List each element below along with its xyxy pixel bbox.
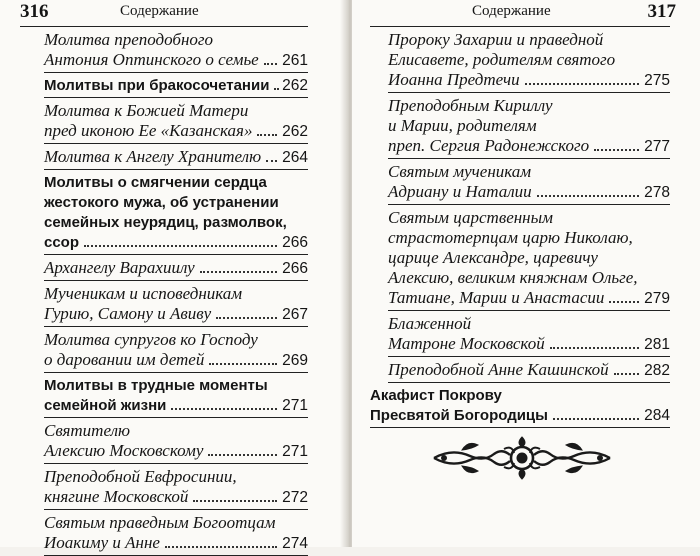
toc-entry bbox=[388, 357, 670, 383]
left-page-number: 316 bbox=[20, 1, 49, 22]
toc-entry-title-line: Преподобным Кириллу bbox=[388, 96, 553, 115]
toc-entry bbox=[44, 327, 308, 373]
toc-entry-title-line: Святителю bbox=[44, 421, 130, 440]
toc-entry-title-line: пред иконою Ее «Казанская» bbox=[44, 121, 253, 140]
toc-entry-last-line bbox=[44, 76, 308, 96]
toc-entry bbox=[44, 144, 308, 170]
toc-page-number: 262 bbox=[282, 77, 308, 94]
toc-entry-title-line: Молитва к Ангелу Хранителю bbox=[44, 147, 262, 166]
toc-entry-title-line: жестокого мужа, об устранении bbox=[44, 194, 279, 211]
dot-leader bbox=[165, 546, 277, 548]
dot-leader bbox=[594, 149, 639, 151]
toc-entry-title-line: ссор bbox=[44, 234, 80, 251]
toc-entry bbox=[388, 205, 670, 311]
toc-entry-last-line bbox=[44, 350, 308, 371]
toc-page-number: 266 bbox=[282, 234, 308, 251]
toc-entry-title-line: Святым мученикам bbox=[388, 162, 532, 181]
toc-entry-last-line bbox=[388, 288, 670, 309]
toc-entry-last-line bbox=[44, 533, 308, 554]
toc-page-number: 261 bbox=[282, 52, 308, 69]
dot-leader bbox=[257, 134, 277, 136]
toc-entry-last-line bbox=[388, 360, 670, 381]
dot-leader bbox=[614, 373, 639, 375]
toc-entry-last-line bbox=[44, 441, 308, 462]
left-page bbox=[0, 0, 346, 552]
floral-ornament-icon bbox=[432, 435, 612, 481]
dot-leader bbox=[208, 454, 277, 456]
dot-leader bbox=[216, 317, 277, 319]
toc-entry-title-line: Матроне Московской bbox=[388, 334, 545, 353]
toc-entry-title-line: Молитва к Божией Матери bbox=[44, 101, 249, 120]
toc-entry-title-line: семейной жизни bbox=[44, 397, 167, 414]
toc-entry-title-line: Молитвы в трудные моменты bbox=[44, 377, 268, 394]
toc-entry-title-line: о даровании им детей bbox=[44, 350, 205, 369]
toc-entry-title-line: Святым праведным Богоотцам bbox=[44, 513, 276, 532]
toc-entry bbox=[388, 159, 670, 205]
toc-entry bbox=[44, 464, 308, 510]
dot-leader bbox=[525, 83, 640, 85]
toc-entry-title-line: и Марии, родителям bbox=[388, 116, 537, 135]
toc-page-number: 269 bbox=[282, 352, 308, 369]
toc-page-number: 272 bbox=[282, 489, 308, 506]
toc-page-number: 266 bbox=[282, 260, 308, 277]
dot-leader bbox=[264, 63, 277, 65]
toc-entry bbox=[44, 27, 308, 73]
toc-page-number: 281 bbox=[644, 336, 670, 353]
toc-entry-last-line bbox=[44, 233, 308, 253]
toc-entry bbox=[388, 27, 670, 93]
toc-entry bbox=[44, 281, 308, 327]
toc-entry-title-line: Преподобной Евфросинии, bbox=[44, 467, 237, 486]
toc-entry bbox=[388, 311, 670, 357]
toc-entry-title-line: Гурию, Самону и Авиву bbox=[44, 304, 212, 323]
toc-page-number: 282 bbox=[644, 362, 670, 379]
dot-leader bbox=[274, 88, 277, 90]
dot-leader bbox=[266, 160, 277, 162]
toc-entry-last-line bbox=[388, 136, 670, 157]
toc-entry-title-line: царице Александре, царевичу bbox=[388, 248, 598, 267]
toc-entry-last-line bbox=[388, 334, 670, 355]
right-page-number: 317 bbox=[647, 1, 676, 22]
dot-leader bbox=[537, 195, 639, 197]
toc-entry-last-line bbox=[370, 406, 670, 426]
toc-entry-title-line: Пророку Захарии и праведной bbox=[388, 30, 604, 49]
toc-entry bbox=[44, 255, 308, 281]
toc-page-number: 275 bbox=[644, 72, 670, 89]
toc-entry-last-line bbox=[44, 487, 308, 508]
toc-entry-last-line bbox=[44, 396, 308, 416]
toc-entry-title-line: Адриану и Наталии bbox=[388, 182, 532, 201]
toc-entry-last-line bbox=[388, 182, 670, 203]
toc-page-number: 264 bbox=[282, 149, 308, 166]
toc-page-number: 277 bbox=[644, 138, 670, 155]
toc-entry-title-line: семейных неурядиц, размолвок, bbox=[44, 214, 287, 231]
toc-entry-last-line bbox=[388, 70, 670, 91]
toc-entry-title-line: Татиане, Марии и Анастасии bbox=[388, 288, 605, 307]
toc-entry-title-line: Архангелу Варахиилу bbox=[44, 258, 195, 277]
dot-leader bbox=[553, 418, 639, 420]
left-running-title: Содержание bbox=[120, 3, 199, 19]
toc-entry bbox=[44, 170, 308, 255]
dot-leader bbox=[200, 271, 277, 273]
toc-entry bbox=[44, 373, 308, 418]
right-toc-list bbox=[370, 27, 670, 428]
dot-leader bbox=[193, 500, 277, 502]
toc-entry-last-line bbox=[44, 50, 308, 71]
dot-leader bbox=[209, 363, 277, 365]
toc-entry-title-line: Блаженной bbox=[388, 314, 472, 333]
toc-entry-last-line bbox=[44, 121, 308, 142]
dot-leader bbox=[609, 301, 639, 303]
right-running-title: Содержание bbox=[472, 3, 551, 19]
left-page-header bbox=[20, 0, 308, 27]
right-page bbox=[352, 0, 700, 547]
toc-page-number: 262 bbox=[282, 123, 308, 140]
toc-entry-title-line: Молитва супругов ко Господу bbox=[44, 330, 258, 349]
toc-entry-title-line: Святым царственным bbox=[388, 208, 553, 227]
toc-entry-title-line: Преподобной Анне Кашинской bbox=[388, 360, 609, 379]
toc-entry-title-line: Антония Оптинского о семье bbox=[44, 50, 259, 69]
toc-page-number: 274 bbox=[282, 535, 308, 552]
toc-entry-title-line: Молитвы о смягчении сердца bbox=[44, 174, 267, 191]
left-toc-list bbox=[20, 27, 308, 556]
toc-entry-title-line: Молитвы при бракосочетании bbox=[44, 77, 270, 94]
toc-entry-title-line: Мученикам и исповедникам bbox=[44, 284, 243, 303]
right-page-header bbox=[370, 0, 676, 27]
toc-entry-title-line: Молитва преподобного bbox=[44, 30, 214, 49]
toc-page-number: 271 bbox=[282, 443, 308, 460]
toc-entry bbox=[44, 510, 308, 556]
toc-entry-last-line bbox=[44, 304, 308, 325]
toc-entry-title-line: Алексию Московскому bbox=[44, 441, 204, 460]
toc-page-number: 279 bbox=[644, 290, 670, 307]
dot-leader bbox=[550, 347, 639, 349]
toc-entry-title-line: преп. Сергия Радонежского bbox=[388, 136, 590, 155]
toc-entry-title-line: страстотерпцам царю Николаю, bbox=[388, 228, 633, 247]
toc-entry-title-line: Алексию, великим княжнам Ольге, bbox=[388, 268, 638, 287]
toc-entry-title-line: Иоанна Предтечи bbox=[388, 70, 520, 89]
toc-entry-title-line: Елисавете, родителям святого bbox=[388, 50, 616, 69]
dot-leader bbox=[84, 245, 277, 247]
toc-entry-title-line: Иоакиму и Анне bbox=[44, 533, 160, 552]
toc-entry-title-line: Акафист Покрову bbox=[370, 387, 502, 404]
toc-entry bbox=[388, 93, 670, 159]
toc-page-number: 271 bbox=[282, 397, 308, 414]
toc-page-number: 278 bbox=[644, 184, 670, 201]
toc-page-number: 267 bbox=[282, 306, 308, 323]
toc-page-number: 284 bbox=[644, 407, 670, 424]
toc-entry bbox=[44, 98, 308, 144]
dot-leader bbox=[171, 408, 277, 410]
toc-entry-title-line: Пресвятой Богородицы bbox=[370, 407, 548, 424]
toc-entry bbox=[44, 73, 308, 98]
toc-entry-title-line: княгине Московской bbox=[44, 487, 189, 506]
toc-entry bbox=[44, 418, 308, 464]
toc-entry-last-line bbox=[44, 147, 308, 168]
toc-entry-last-line bbox=[44, 258, 308, 279]
toc-entry bbox=[370, 383, 670, 428]
